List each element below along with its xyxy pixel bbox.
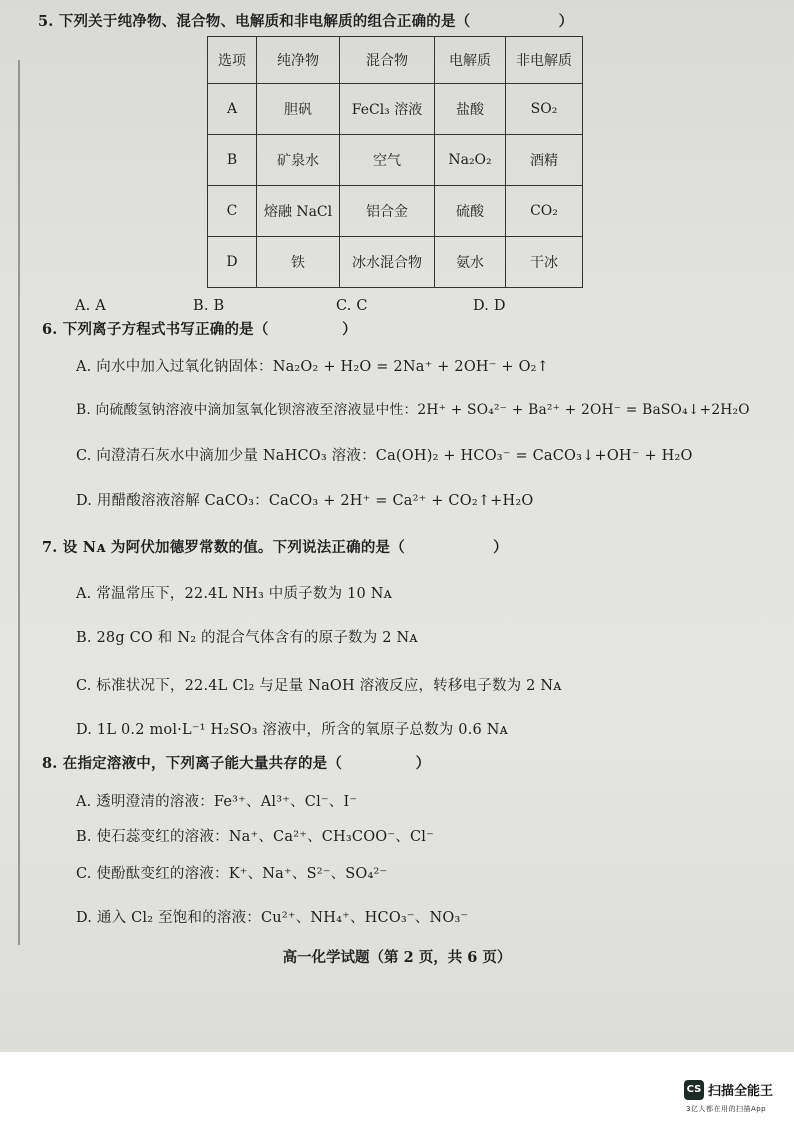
table-row [208, 237, 583, 288]
choice-c: C. C [336, 298, 368, 314]
table-cell: 胆矾 [257, 84, 340, 135]
table-cell: 氨水 [435, 237, 506, 288]
table-header-cell: 非电解质 [506, 37, 583, 84]
question-8-title: 8. 在指定溶液中，下列离子能大量共存的是（ ） [42, 755, 431, 772]
table-cell: D [208, 237, 257, 288]
table-cell: 干冰 [506, 237, 583, 288]
table-cell: FeCl₃ 溶液 [340, 84, 435, 135]
question-5-table [207, 36, 583, 288]
choice-a: A. A [75, 298, 106, 314]
camscanner-tagline: 3亿人都在用的扫描App [686, 1105, 767, 1113]
question-6-option-b: B. 向硫酸氢钠溶液中滴加氢氧化钡溶液至溶液显中性：2H⁺ + SO₄²⁻ + Ba²⁺ + 2OH⁻ = BaSO₄↓+2H₂O [76, 402, 750, 418]
question-8-option-a: A. 透明澄清的溶液：Fe³⁺、Al³⁺、Cl⁻、I⁻ [76, 794, 358, 810]
table-cell: B [208, 135, 257, 186]
table-header-cell: 选项 [208, 37, 257, 84]
camscanner-brand: 扫描全能王 [708, 1084, 774, 1099]
question-7-option-a: A. 常温常压下，22.4L NH₃ 中质子数为 10 Nᴀ [76, 586, 393, 602]
table-row [208, 84, 583, 135]
question-8-option-d: D. 通入 Cl₂ 至饱和的溶液：Cu²⁺、NH₄⁺、HCO₃⁻、NO₃⁻ [76, 910, 469, 926]
table-cell: 铁 [257, 237, 340, 288]
table-cell: 酒精 [506, 135, 583, 186]
table-cell: A [208, 84, 257, 135]
choice-b: B. B [193, 298, 225, 314]
question-7-title: 7. 设 Nᴀ 为阿伏加德罗常数的值。下列说法正确的是（ ） [42, 539, 508, 556]
table-cell: 矿泉水 [257, 135, 340, 186]
question-8-option-b: B. 使石蕊变红的溶液：Na⁺、Ca²⁺、CH₃COO⁻、Cl⁻ [76, 829, 434, 845]
margin-line [18, 60, 20, 945]
table-cell: CO₂ [506, 186, 583, 237]
table-cell: 空气 [340, 135, 435, 186]
table-cell: 冰水混合物 [340, 237, 435, 288]
table-header-row [208, 37, 583, 84]
page-footer: 高一化学试题（第 2 页，共 6 页） [282, 949, 512, 966]
table-cell: 盐酸 [435, 84, 506, 135]
table-cell: 熔融 NaCl [257, 186, 340, 237]
choice-d: D. D [473, 298, 506, 314]
question-6-option-c: C. 向澄清石灰水中滴加少量 NaHCO₃ 溶液：Ca(OH)₂ + HCO₃⁻ = CaCO₃↓+OH⁻ + H₂O [76, 448, 693, 464]
table-cell: 铝合金 [340, 186, 435, 237]
table-cell: SO₂ [506, 84, 583, 135]
question-7-option-c: C. 标准状况下，22.4L Cl₂ 与足量 NaOH 溶液反应，转移电子数为 2 Nᴀ [76, 678, 562, 694]
camscanner-logo-icon: CS [684, 1080, 704, 1100]
table-row [208, 135, 583, 186]
table-header-cell: 纯净物 [257, 37, 340, 84]
table-cell: C [208, 186, 257, 237]
question-5-title: 5. 下列关于纯净物、混合物、电解质和非电解质的组合正确的是（ ） [38, 13, 574, 30]
question-6-option-d: D. 用醋酸溶液溶解 CaCO₃：CaCO₃ + 2H⁺ = Ca²⁺ + CO₂↑+H₂O [76, 493, 534, 509]
question-6-option-a: A. 向水中加入过氧化钠固体：Na₂O₂ + H₂O = 2Na⁺ + 2OH⁻ + O₂↑ [76, 359, 550, 375]
question-7-option-b: B. 28g CO 和 N₂ 的混合气体含有的原子数为 2 Nᴀ [76, 630, 418, 646]
question-8-option-c: C. 使酚酞变红的溶液：K⁺、Na⁺、S²⁻、SO₄²⁻ [76, 866, 388, 882]
table-cell: 硫酸 [435, 186, 506, 237]
question-6-title: 6. 下列离子方程式书写正确的是（ ） [42, 321, 357, 338]
table-cell: Na₂O₂ [435, 135, 506, 186]
table-header-cell: 混合物 [340, 37, 435, 84]
table-header-cell: 电解质 [435, 37, 506, 84]
question-7-option-d: D. 1L 0.2 mol·L⁻¹ H₂SO₃ 溶液中，所含的氧原子总数为 0.6 Nᴀ [76, 722, 509, 738]
table-row [208, 186, 583, 237]
